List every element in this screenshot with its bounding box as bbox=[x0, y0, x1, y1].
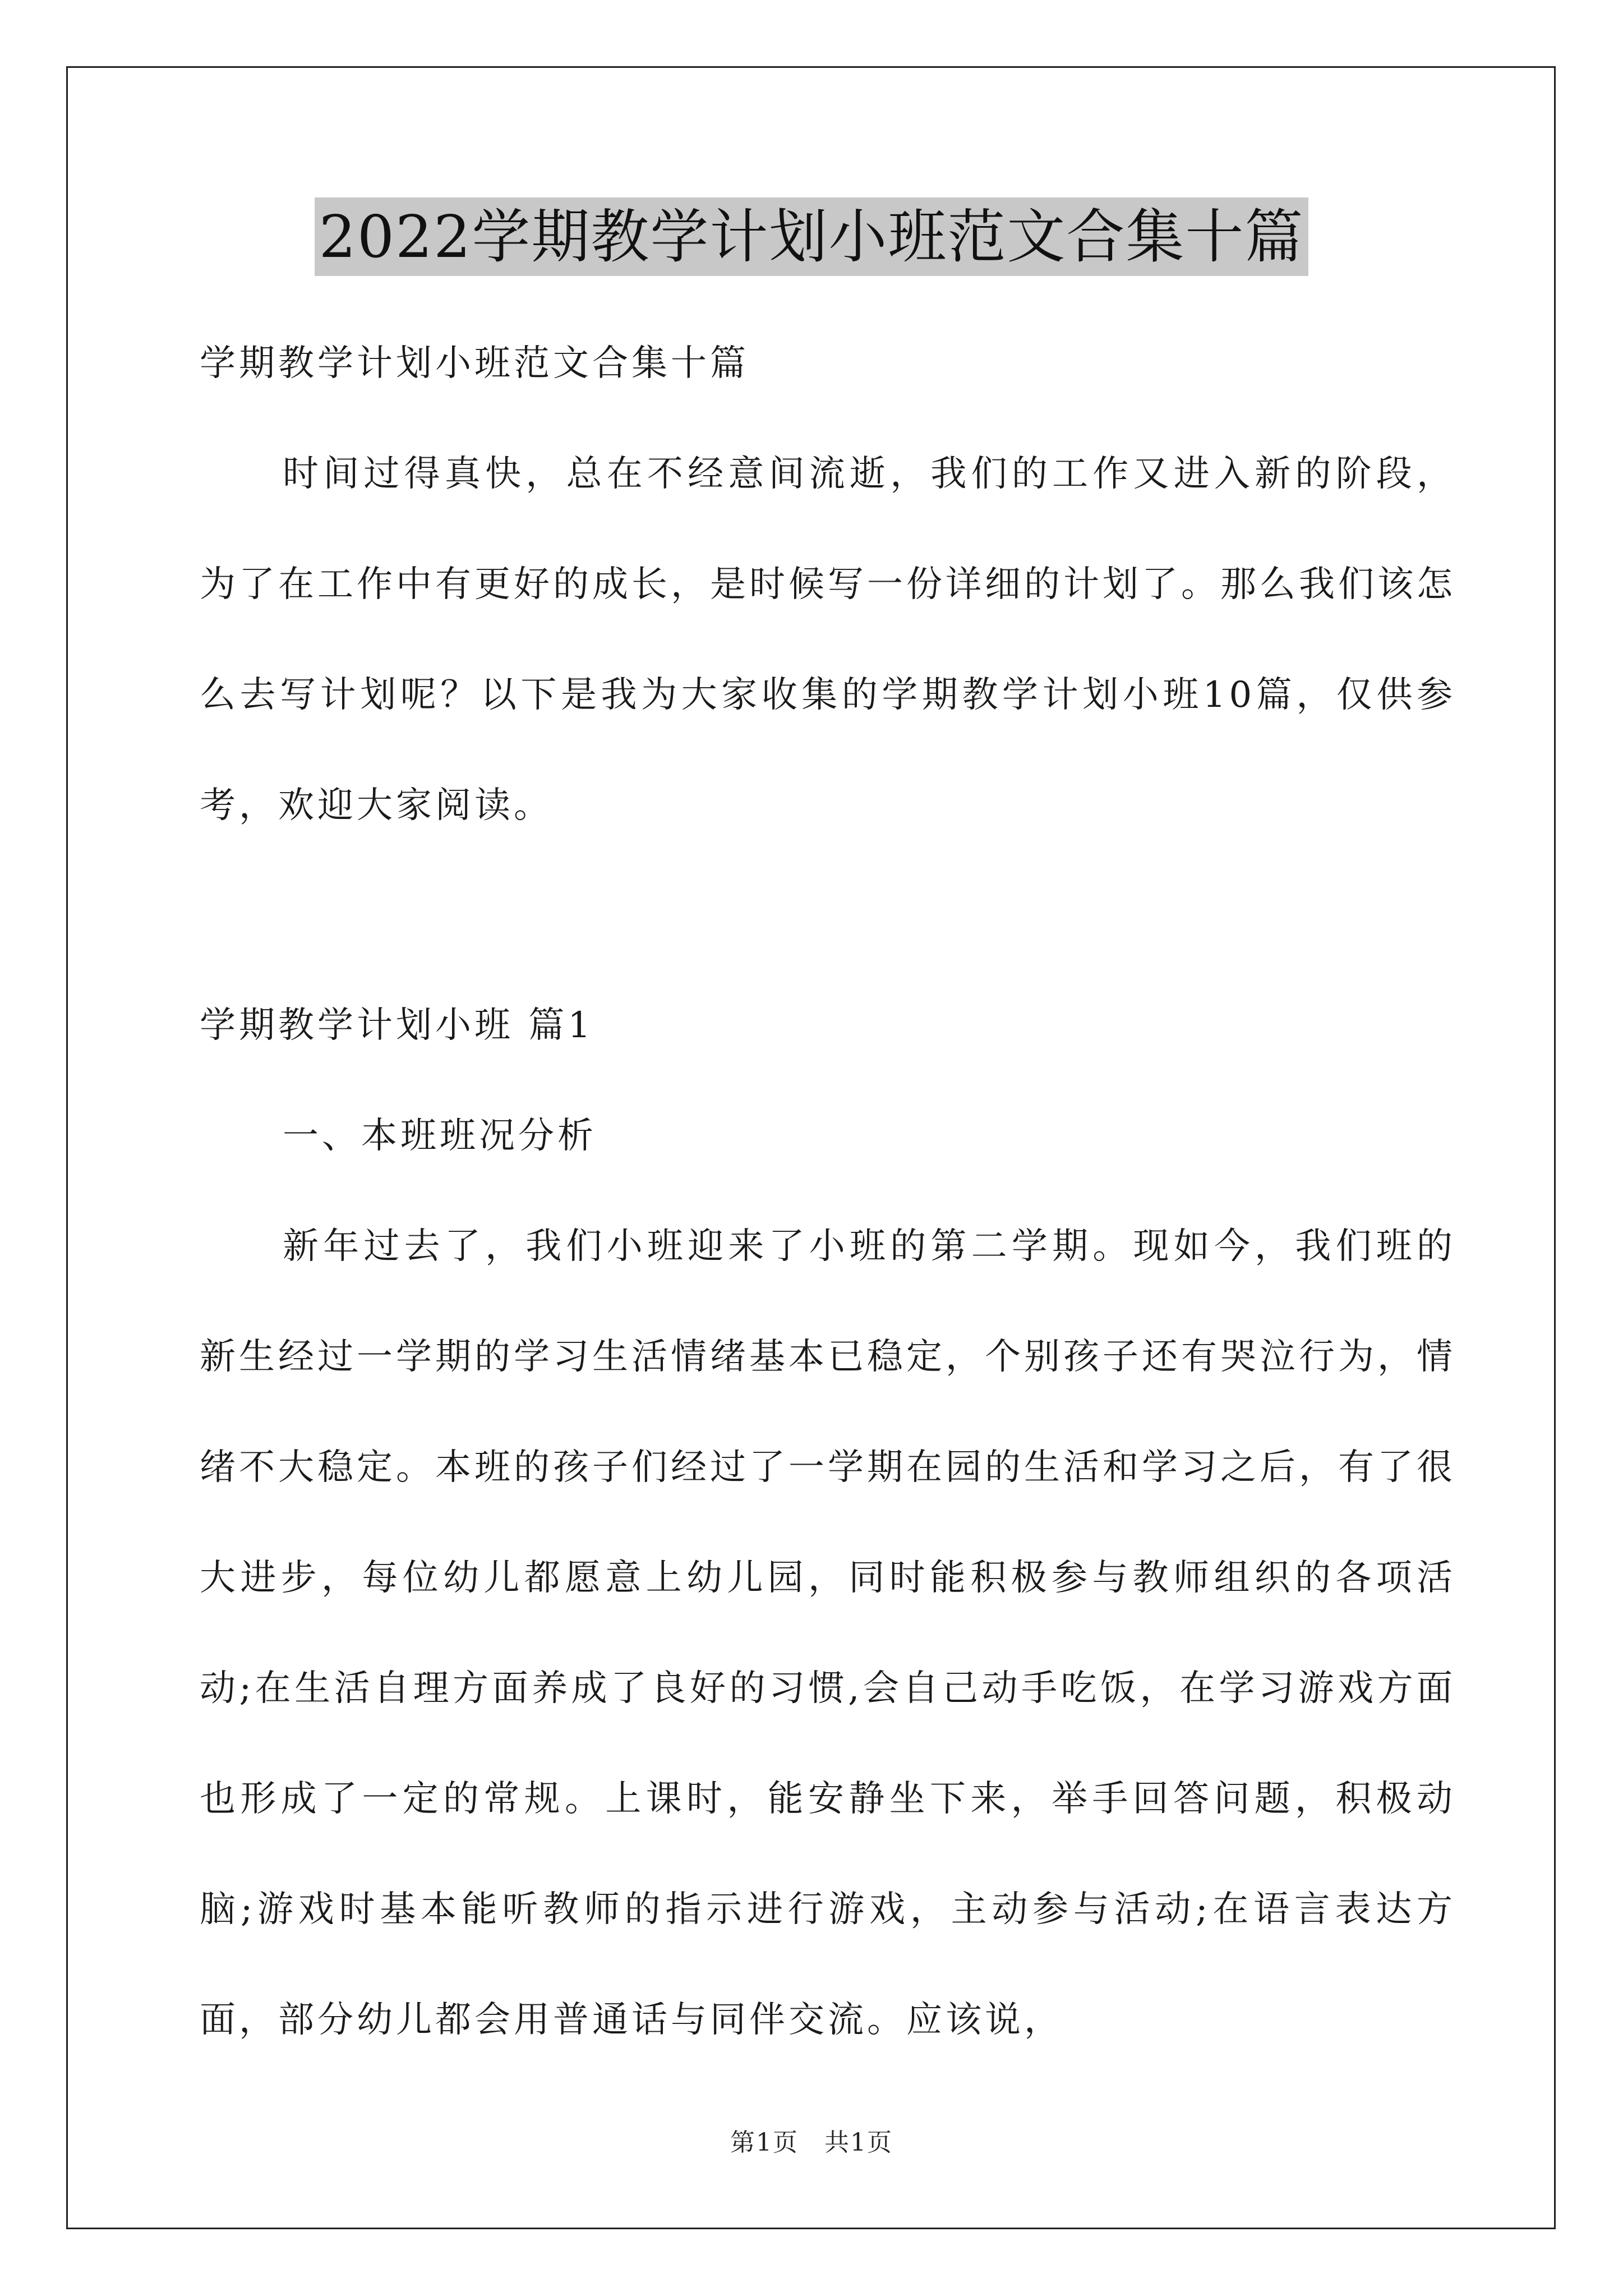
subheading: 一、本班班况分析 bbox=[283, 1115, 597, 1157]
document-title: 2022学期教学计划小班范文合集十篇 bbox=[315, 197, 1309, 276]
section-heading: 学期教学计划小班 篇1 bbox=[200, 1005, 594, 1046]
document-body bbox=[200, 309, 1456, 2076]
page-footer: 第1页 共1页 bbox=[730, 2128, 893, 2157]
intro-paragraph: 时间过得真快，总在不经意间流逝，我们的工作又进入新的阶段，为了在工作中有更好的成长，是时候写一份详细的计划了。那么我们该怎么去写计划呢？以下是我为大家收集的学期教学计划小班10篇，仅供参考，欢迎大家阅读。 bbox=[200, 453, 1456, 826]
title-container bbox=[0, 197, 1623, 276]
document-subtitle: 学期教学计划小班范文合集十篇 bbox=[200, 343, 749, 384]
body-paragraph: 新年过去了，我们小班迎来了小班的第二学期。现如今，我们班的新生经过一学期的学习生活情绪基本已稳定，个别孩子还有哭泣行为，情绪不大稳定。本班的孩子们经过了一学期在园的生活和学习之后，有了很大进步，每位幼儿都愿意上幼儿园，同时能积极参与教师组织的各项活动;在生活自理方面养成了良好的习惯,会自己动手吃饭，在学习游戏方面也形成了一定的常规。上课时，能安静坐下来，举手回答问题，积极动脑;游戏时基本能听教师的指示进行游戏，主动参与活动;在语言表达方面，部分幼儿都会用普通话与同伴交流。应该说， bbox=[200, 1226, 1456, 2041]
